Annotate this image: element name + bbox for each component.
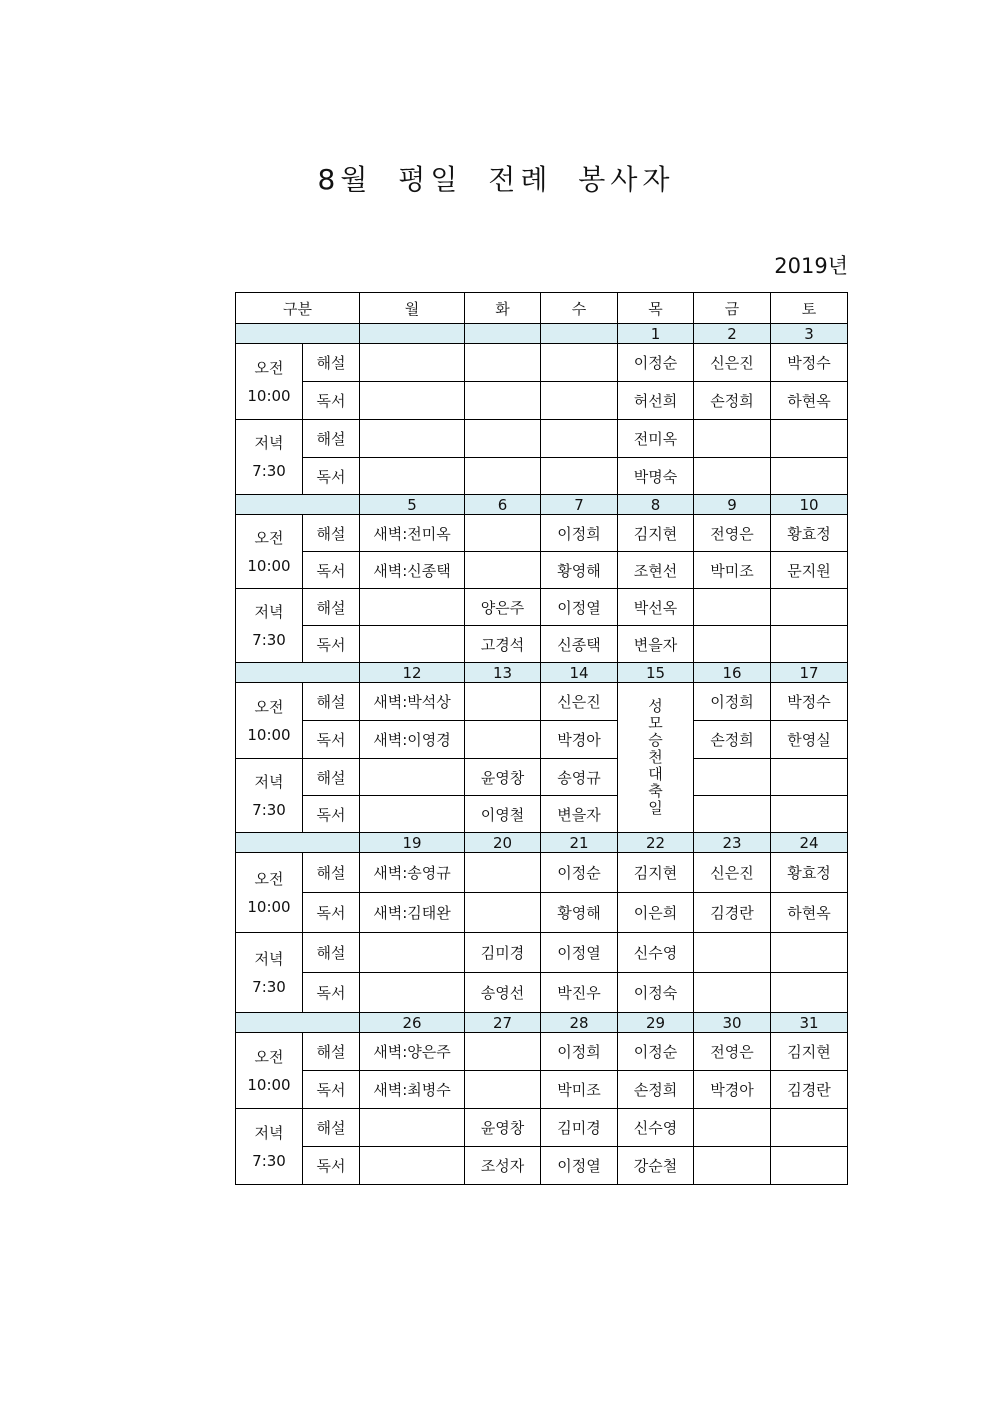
volunteer-cell: [694, 759, 771, 796]
date-cell: 10: [771, 495, 848, 515]
volunteer-cell: 박경아: [694, 1071, 771, 1109]
date-cell: 5: [360, 495, 465, 515]
volunteer-cell: 손정희: [694, 382, 771, 420]
holiday-char: 승: [648, 731, 663, 749]
session-time: 7:30: [252, 1151, 286, 1170]
session-label: 저녁: [254, 772, 284, 791]
holiday-char: 축: [648, 782, 663, 800]
table-row: [236, 382, 848, 420]
table-row: [236, 1109, 848, 1147]
session-evening: [236, 933, 303, 1013]
session-morning: [236, 515, 303, 589]
date-row: [236, 663, 848, 683]
volunteer-cell: [465, 382, 541, 420]
role-commentary: 해설: [303, 683, 360, 721]
volunteer-cell: 신수영: [618, 1109, 694, 1147]
volunteer-cell: 김지현: [618, 515, 694, 552]
volunteer-cell: [465, 893, 541, 933]
volunteer-cell: [360, 382, 465, 420]
volunteer-cell: [465, 420, 541, 458]
role-commentary: 해설: [303, 420, 360, 458]
session-label: 오전: [254, 528, 284, 547]
table-row: [236, 893, 848, 933]
role-commentary: 해설: [303, 759, 360, 796]
role-commentary: 해설: [303, 1033, 360, 1071]
session-time: 10:00: [247, 897, 291, 916]
volunteer-cell: [541, 420, 618, 458]
volunteer-cell: 새벽:이영경: [360, 721, 465, 759]
table-row: [236, 344, 848, 382]
date-spacer: [236, 495, 360, 515]
volunteer-cell: [771, 420, 848, 458]
volunteer-cell: 황효정: [771, 853, 848, 893]
session-time: 10:00: [247, 386, 291, 405]
volunteer-cell: [360, 933, 465, 973]
session-morning: [236, 853, 303, 933]
volunteer-cell: 허선희: [618, 382, 694, 420]
volunteer-cell: 신수영: [618, 933, 694, 973]
session-time: 7:30: [252, 977, 286, 996]
volunteer-cell: 한영실: [771, 721, 848, 759]
holiday-char: 성: [648, 697, 663, 715]
header-category: 구분: [236, 293, 360, 324]
date-cell: [465, 324, 541, 344]
volunteer-cell: [360, 344, 465, 382]
role-reader: 독서: [303, 458, 360, 495]
volunteer-cell: 박미조: [694, 552, 771, 589]
volunteer-cell: 이정순: [618, 1033, 694, 1071]
date-cell: 6: [465, 495, 541, 515]
volunteer-cell: [541, 344, 618, 382]
volunteer-cell: [465, 721, 541, 759]
volunteer-cell: 손정희: [694, 721, 771, 759]
volunteer-cell: [465, 552, 541, 589]
volunteer-cell: 양은주: [465, 589, 541, 626]
date-spacer: [236, 1013, 360, 1033]
volunteer-cell: 고경석: [465, 626, 541, 663]
table-row: [236, 1147, 848, 1185]
date-cell: 20: [465, 833, 541, 853]
session-time: 7:30: [252, 462, 286, 480]
role-reader: 독서: [303, 552, 360, 589]
volunteer-cell: [771, 626, 848, 663]
volunteer-cell: 새벽:양은주: [360, 1033, 465, 1071]
volunteer-cell: [771, 1109, 848, 1147]
session-evening: [236, 759, 303, 833]
volunteer-cell: 강순철: [618, 1147, 694, 1185]
role-reader: 독서: [303, 973, 360, 1013]
table-row: [236, 721, 848, 759]
volunteer-cell: 조성자: [465, 1147, 541, 1185]
volunteer-cell: 이정열: [541, 589, 618, 626]
volunteer-cell: 김지현: [618, 853, 694, 893]
date-cell: 2: [694, 324, 771, 344]
volunteer-cell: [465, 1071, 541, 1109]
volunteer-cell: 하현옥: [771, 893, 848, 933]
date-cell: 28: [541, 1013, 618, 1033]
volunteer-cell: [694, 458, 771, 495]
volunteer-cell: [771, 973, 848, 1013]
volunteer-cell: 김미경: [541, 1109, 618, 1147]
header-sat: 토: [771, 293, 848, 324]
volunteer-cell: [360, 973, 465, 1013]
volunteer-cell: 이정희: [694, 683, 771, 721]
table-row: [236, 796, 848, 833]
volunteer-cell: [694, 1147, 771, 1185]
header-row: [236, 293, 848, 324]
table-row: [236, 515, 848, 552]
volunteer-cell: 신은진: [541, 683, 618, 721]
date-cell: 29: [618, 1013, 694, 1033]
date-cell: 31: [771, 1013, 848, 1033]
volunteer-cell: [771, 589, 848, 626]
volunteer-cell: [465, 515, 541, 552]
holiday-char: 천: [648, 748, 663, 766]
date-cell: 9: [694, 495, 771, 515]
date-cell: 14: [541, 663, 618, 683]
volunteer-cell: [465, 458, 541, 495]
date-cell: 13: [465, 663, 541, 683]
volunteer-cell: 이정순: [541, 853, 618, 893]
role-reader: 독서: [303, 626, 360, 663]
session-time: 10:00: [247, 725, 291, 744]
holiday-char: 대: [648, 765, 663, 783]
volunteer-cell: 신은진: [694, 853, 771, 893]
session-time: 10:00: [247, 556, 291, 575]
date-cell: 3: [771, 324, 848, 344]
session-label: 저녁: [254, 1123, 284, 1142]
role-commentary: 해설: [303, 933, 360, 973]
role-reader: 독서: [303, 1147, 360, 1185]
volunteer-cell: [360, 1109, 465, 1147]
volunteer-cell: 변을자: [541, 796, 618, 833]
volunteer-cell: 이정열: [541, 1147, 618, 1185]
role-reader: 독서: [303, 796, 360, 833]
table-row: [236, 626, 848, 663]
date-spacer: [236, 663, 360, 683]
session-evening: [236, 589, 303, 663]
date-cell: 17: [771, 663, 848, 683]
volunteer-cell: [360, 759, 465, 796]
volunteer-cell: 신종택: [541, 626, 618, 663]
date-cell: 22: [618, 833, 694, 853]
volunteer-cell: [694, 973, 771, 1013]
table-row: [236, 683, 848, 721]
volunteer-cell: 이정희: [541, 515, 618, 552]
volunteer-cell: 송영선: [465, 973, 541, 1013]
role-commentary: 해설: [303, 515, 360, 552]
table-row: [236, 420, 848, 458]
volunteer-cell: [694, 933, 771, 973]
volunteer-cell: 김미경: [465, 933, 541, 973]
volunteer-cell: [694, 1109, 771, 1147]
volunteer-cell: 박정수: [771, 344, 848, 382]
volunteer-cell: [360, 458, 465, 495]
table-row: [236, 853, 848, 893]
page-title: 8월 평일 전례 봉사자: [317, 163, 675, 196]
volunteer-cell: 김경란: [771, 1071, 848, 1109]
session-label: 오전: [254, 869, 284, 888]
volunteer-cell: 하현옥: [771, 382, 848, 420]
table-row: [236, 759, 848, 796]
table-row: [236, 589, 848, 626]
volunteer-cell: [771, 796, 848, 833]
volunteer-cell: 새벽:김태완: [360, 893, 465, 933]
session-label: 저녁: [254, 602, 284, 621]
session-label: 오전: [254, 697, 284, 716]
volunteer-cell: 전미옥: [618, 420, 694, 458]
role-commentary: 해설: [303, 1109, 360, 1147]
role-reader: 독서: [303, 1071, 360, 1109]
volunteer-cell: 황영해: [541, 893, 618, 933]
volunteer-cell: 새벽:최병수: [360, 1071, 465, 1109]
volunteer-cell: 박선옥: [618, 589, 694, 626]
date-row: [236, 1013, 848, 1033]
volunteer-cell: 윤영창: [465, 1109, 541, 1147]
date-row: [236, 833, 848, 853]
volunteer-cell: 이정희: [541, 1033, 618, 1071]
volunteer-cell: [771, 1147, 848, 1185]
session-label: 오전: [254, 358, 284, 377]
table-row: [236, 933, 848, 973]
header-thu: 목: [618, 293, 694, 324]
volunteer-cell: [771, 458, 848, 495]
holiday-char: 모: [648, 714, 663, 732]
volunteer-cell: 새벽:송영규: [360, 853, 465, 893]
volunteer-cell: [465, 853, 541, 893]
header-wed: 수: [541, 293, 618, 324]
volunteer-cell: 윤영창: [465, 759, 541, 796]
table-row: [236, 1033, 848, 1071]
role-commentary: 해설: [303, 853, 360, 893]
role-commentary: 해설: [303, 344, 360, 382]
volunteer-cell: 이정숙: [618, 973, 694, 1013]
date-cell: [360, 324, 465, 344]
session-time: 7:30: [252, 800, 286, 819]
volunteer-cell: 황효정: [771, 515, 848, 552]
session-label: 저녁: [254, 434, 284, 452]
volunteer-cell: 송영규: [541, 759, 618, 796]
volunteer-cell: 손정희: [618, 1071, 694, 1109]
volunteer-cell: 김지현: [771, 1033, 848, 1071]
date-row: [236, 495, 848, 515]
volunteer-cell: 박경아: [541, 721, 618, 759]
table-row: [236, 1071, 848, 1109]
session-evening: [236, 1109, 303, 1185]
header-fri: 금: [694, 293, 771, 324]
volunteer-cell: [360, 796, 465, 833]
volunteer-cell: 변을자: [618, 626, 694, 663]
volunteer-cell: [694, 420, 771, 458]
date-cell: 26: [360, 1013, 465, 1033]
date-cell: 16: [694, 663, 771, 683]
volunteer-cell: [771, 759, 848, 796]
date-cell: 12: [360, 663, 465, 683]
volunteer-cell: [360, 1147, 465, 1185]
volunteer-cell: 문지원: [771, 552, 848, 589]
volunteer-cell: 이정순: [618, 344, 694, 382]
role-reader: 독서: [303, 893, 360, 933]
date-cell: 15: [618, 663, 694, 683]
volunteer-cell: [694, 626, 771, 663]
volunteer-cell: 새벽:박석상: [360, 683, 465, 721]
volunteer-cell: 새벽:신종택: [360, 552, 465, 589]
volunteer-cell: 김경란: [694, 893, 771, 933]
volunteer-cell: 이정열: [541, 933, 618, 973]
volunteer-cell: [465, 683, 541, 721]
volunteer-cell: 조현선: [618, 552, 694, 589]
date-cell: 24: [771, 833, 848, 853]
session-label: 오전: [254, 1047, 284, 1066]
table-row: [236, 552, 848, 589]
volunteer-cell: 박명숙: [618, 458, 694, 495]
session-time: 10:00: [247, 1075, 291, 1094]
volunteer-cell: [694, 796, 771, 833]
holiday-cell: [618, 683, 694, 833]
volunteer-cell: [360, 589, 465, 626]
date-cell: 8: [618, 495, 694, 515]
session-morning: [236, 683, 303, 759]
session-evening: [236, 420, 303, 495]
session-morning: [236, 1033, 303, 1109]
volunteer-cell: 새벽:전미옥: [360, 515, 465, 552]
date-cell: 23: [694, 833, 771, 853]
date-cell: 19: [360, 833, 465, 853]
volunteer-cell: 이은희: [618, 893, 694, 933]
volunteer-cell: [694, 589, 771, 626]
schedule-table: [235, 292, 848, 1185]
volunteer-cell: [360, 626, 465, 663]
holiday-char: 일: [648, 799, 663, 817]
date-cell: [541, 324, 618, 344]
session-label: 저녁: [254, 949, 284, 968]
volunteer-cell: [541, 382, 618, 420]
volunteer-cell: [771, 933, 848, 973]
role-reader: 독서: [303, 721, 360, 759]
role-commentary: 해설: [303, 589, 360, 626]
date-cell: 21: [541, 833, 618, 853]
volunteer-cell: [465, 344, 541, 382]
date-cell: 1: [618, 324, 694, 344]
date-cell: 30: [694, 1013, 771, 1033]
date-spacer: [236, 324, 360, 344]
volunteer-cell: 전영은: [694, 515, 771, 552]
session-morning: [236, 344, 303, 420]
date-cell: 7: [541, 495, 618, 515]
date-cell: 27: [465, 1013, 541, 1033]
volunteer-cell: 박진우: [541, 973, 618, 1013]
table-row: [236, 458, 848, 495]
header-mon: 월: [360, 293, 465, 324]
date-row: [236, 324, 848, 344]
volunteer-cell: 박정수: [771, 683, 848, 721]
table-row: [236, 973, 848, 1013]
volunteer-cell: 신은진: [694, 344, 771, 382]
volunteer-cell: [541, 458, 618, 495]
volunteer-cell: [465, 1033, 541, 1071]
role-reader: 독서: [303, 382, 360, 420]
volunteer-cell: 전영은: [694, 1033, 771, 1071]
year-label: 2019년: [774, 254, 848, 278]
volunteer-cell: 황영해: [541, 552, 618, 589]
session-time: 7:30: [252, 630, 286, 649]
volunteer-cell: [360, 420, 465, 458]
date-spacer: [236, 833, 360, 853]
header-tue: 화: [465, 293, 541, 324]
volunteer-cell: 이영철: [465, 796, 541, 833]
volunteer-cell: 박미조: [541, 1071, 618, 1109]
